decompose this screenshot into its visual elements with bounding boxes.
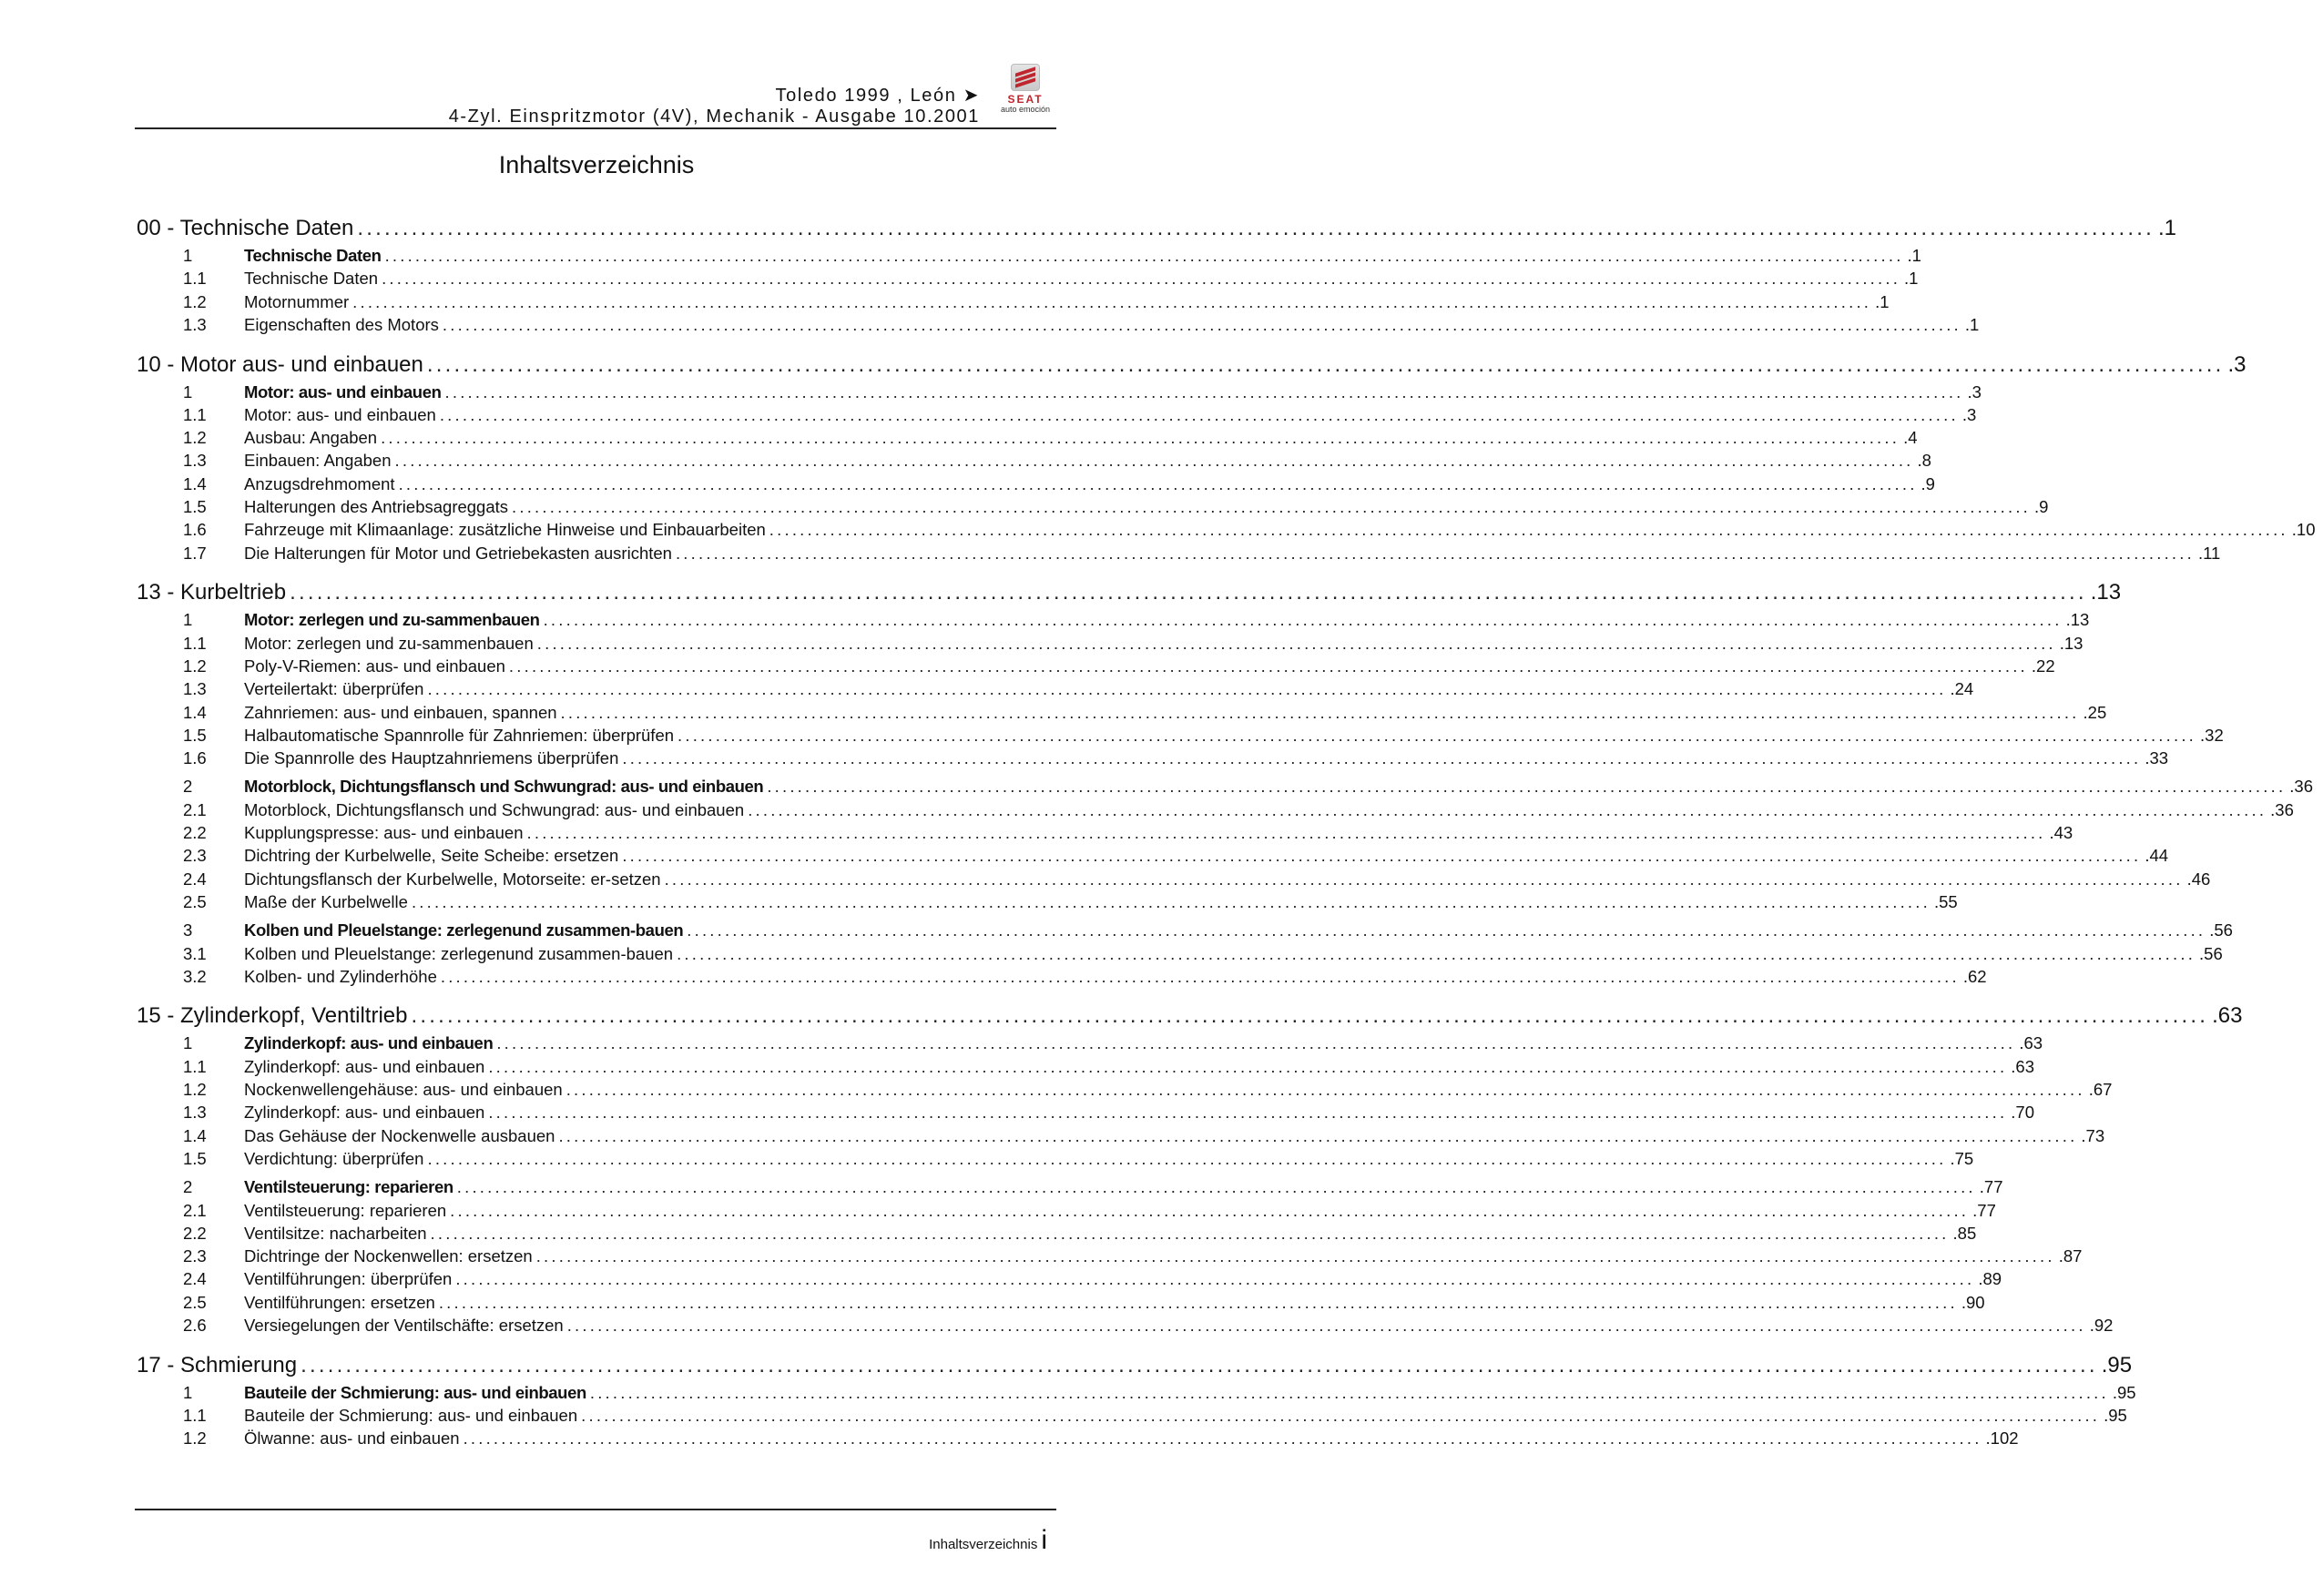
entry-number: 2.1	[183, 799, 207, 819]
entry-page-number: .9	[2034, 497, 2049, 517]
toc-entry[interactable]	[137, 1147, 1974, 1170]
entry-title: Motor: aus- und einbauen	[244, 404, 436, 424]
toc-section-heading[interactable]	[137, 213, 2176, 244]
dot-leader: ........................................................................................................................................................................................................	[622, 846, 2142, 866]
entry-title: Zylinderkopf: aus- und einbauen	[244, 1103, 485, 1123]
entry-number: 2.2	[183, 1223, 207, 1243]
toc-entry[interactable]	[137, 1032, 2043, 1054]
toc-group	[137, 608, 2224, 769]
entry-title: Motorblock, Dichtungsflansch und Schwungrad: aus- und einbauen	[244, 777, 764, 797]
entry-page-number: .77	[1972, 1200, 1996, 1220]
entry-number: 2	[183, 777, 193, 797]
dot-leader: ........................................................................................................................................................................................................	[565, 1080, 2085, 1100]
dot-leader: ........................................................................................................................................................................................................	[678, 725, 2197, 745]
entry-number: 1.4	[183, 473, 207, 493]
toc-section	[137, 1001, 2243, 1337]
dot-leader: ........................................................................................................................................................................................................	[677, 943, 2196, 963]
entry-number: 1	[183, 1033, 193, 1053]
entry-title: Ventilsteuerung: reparieren	[244, 1177, 453, 1197]
entry-title: Ventilführungen: ersetzen	[244, 1292, 435, 1312]
entry-title: Ölwanne: aus- und einbauen	[244, 1428, 460, 1449]
toc-entry[interactable]	[137, 381, 1982, 403]
toc-entry[interactable]	[137, 1222, 1977, 1245]
toc-entry[interactable]	[137, 632, 2084, 655]
toc-entry[interactable]	[137, 821, 2073, 844]
entry-page-number: .24	[1950, 679, 1974, 699]
toc-entry[interactable]	[137, 1078, 2113, 1101]
entry-number: 2.4	[183, 1269, 207, 1289]
dot-leader: ........................................................................................................................................................................................................	[301, 1352, 2098, 1377]
entry-number: 1.2	[183, 1428, 207, 1449]
entry-page-number: .90	[1961, 1292, 1985, 1312]
entry-title: Versiegelungen der Ventilschäfte: ersetzen	[244, 1316, 564, 1336]
dot-leader: ........................................................................................................................................................................................................	[357, 216, 2155, 240]
section-page-number: .1	[2157, 216, 2176, 240]
entry-number: 2.2	[183, 823, 207, 843]
entry-title: Verdichtung: überprüfen	[244, 1148, 424, 1168]
entry-title: Dichtring der Kurbelwelle, Seite Scheibe: ersetzen	[244, 846, 619, 866]
dot-leader: ........................................................................................................................................................................................................	[664, 869, 2184, 889]
toc-group	[137, 1381, 2136, 1450]
entry-title: Kolben- und Zylinderhöhe	[244, 966, 437, 986]
entry-title: Bauteile der Schmierung: aus- und einbauen	[244, 1406, 578, 1426]
entry-number: 1.2	[183, 1080, 207, 1100]
entry-page-number: .1	[1964, 314, 1980, 334]
entry-title: Einbauen: Angaben	[244, 451, 392, 471]
entry-title: Zylinderkopf: aus- und einbauen	[244, 1033, 494, 1053]
entry-number: 1.3	[183, 1103, 207, 1123]
entry-title: Ventilsteuerung: reparieren	[244, 1200, 447, 1220]
entry-number: 1.1	[183, 1406, 207, 1426]
dot-leader: ........................................................................................................................................................................................................	[381, 428, 1900, 448]
entry-number: 1.7	[183, 543, 207, 563]
dot-leader: ........................................................................................................................................................................................................	[384, 246, 1904, 265]
entry-title: Kolben und Pleuelstange: zerlegenund zusammen-bauen	[244, 920, 684, 940]
section-page-number: .63	[2212, 1003, 2243, 1029]
entry-page-number: .73	[2081, 1125, 2105, 1145]
dot-leader: ........................................................................................................................................................................................................	[427, 679, 1947, 699]
toc-entry[interactable]	[137, 313, 1980, 336]
toc-entry[interactable]	[137, 1124, 2105, 1147]
entry-title: Bauteile der Schmierung: aus- und einbauen	[244, 1382, 586, 1402]
entry-title: Motor: zerlegen und zu-sammenbauen	[244, 610, 540, 630]
entry-number: 3	[183, 920, 193, 940]
dot-leader: ........................................................................................................................................................................................................	[426, 351, 2225, 377]
page-title: Inhaltsverzeichnis	[498, 151, 695, 178]
entry-number: 2	[183, 1177, 193, 1197]
entry-title: Das Gehäuse der Nockenwelle ausbauen	[244, 1125, 555, 1145]
entry-number: 1.5	[183, 725, 207, 745]
entry-number: 1.3	[183, 451, 207, 471]
dot-leader: ........................................................................................................................................................................................................	[438, 1292, 1958, 1312]
toc-entry[interactable]	[137, 1199, 1996, 1222]
dot-leader: ........................................................................................................................................................................................................	[543, 610, 2063, 630]
toc-section-heading[interactable]	[137, 1001, 2243, 1032]
entry-title: Ventilführungen: überprüfen	[244, 1269, 453, 1289]
footer-rule	[135, 1509, 1056, 1510]
toc-entry[interactable]	[137, 1291, 1985, 1314]
header-document-title: 4-Zyl. Einspritzmotor (4V), Mechanik - Ausgabe 10.2001	[448, 107, 980, 127]
entry-page-number: .36	[2270, 799, 2294, 819]
entry-title: Fahrzeuge mit Klimaanlage: zusätzliche Hinweise und Einbauarbeiten	[244, 520, 766, 540]
entry-title: Ausbau: Angaben	[244, 428, 378, 448]
entry-number: 1	[183, 381, 193, 402]
dot-leader: ........................................................................................................................................................................................................	[463, 1428, 1982, 1449]
entry-title: Zahnriemen: aus- und einbauen, spannen	[244, 702, 557, 722]
entry-page-number: .43	[2049, 823, 2073, 843]
toc-entry[interactable]	[137, 965, 1987, 988]
entry-page-number: .63	[2019, 1033, 2043, 1053]
entry-title: Verteilertakt: überprüfen	[244, 679, 424, 699]
entry-page-number: .22	[2031, 656, 2055, 676]
entry-title: Dichtungsflansch der Kurbelwelle, Motorseite: er-setzen	[244, 869, 661, 889]
header-rule	[135, 127, 1056, 129]
toc-section	[137, 1350, 2136, 1450]
toc-entry[interactable]	[137, 1267, 2002, 1290]
toc-entry[interactable]	[137, 747, 2169, 769]
entry-page-number: .11	[2197, 543, 2221, 563]
entry-title: Poly-V-Riemen: aus- und einbauen	[244, 656, 505, 676]
entry-number: 1	[183, 246, 193, 265]
entry-number: 2.5	[183, 891, 207, 911]
entry-page-number: .55	[1933, 891, 1958, 911]
footer	[929, 1525, 1047, 1556]
logo-brand: SEAT	[1007, 93, 1044, 106]
dot-leader: ........................................................................................................................................................................................................	[488, 1056, 2008, 1076]
entry-page-number: .56	[2199, 943, 2223, 963]
entry-page-number: .1	[1875, 291, 1890, 311]
entry-page-number: .3	[1967, 381, 1982, 402]
toc-group	[137, 244, 1980, 336]
dot-leader: ........................................................................................................................................................................................................	[427, 1148, 1947, 1168]
seat-logo	[991, 64, 1060, 122]
entry-number: 1.5	[183, 1148, 207, 1168]
toc-section	[137, 350, 2316, 564]
toc-entry[interactable]	[137, 495, 2049, 518]
dot-leader: ........................................................................................................................................................................................................	[536, 633, 2056, 653]
dot-leader: ........................................................................................................................................................................................................	[767, 777, 2287, 797]
dot-leader: ........................................................................................................................................................................................................	[290, 580, 2087, 605]
entry-number: 1.6	[183, 748, 207, 768]
dot-leader: ........................................................................................................................................................................................................	[450, 1200, 1970, 1220]
entry-page-number: .87	[2058, 1246, 2083, 1266]
entry-page-number: .9	[1921, 473, 1935, 493]
section-page-number: .13	[2090, 580, 2122, 605]
dot-leader: ........................................................................................................................................................................................................	[589, 1382, 2109, 1402]
entry-number: 1	[183, 1382, 193, 1402]
dot-leader: ........................................................................................................................................................................................................	[526, 823, 2046, 843]
section-title: 15 - Zylinderkopf, Ventiltrieb	[137, 1003, 408, 1029]
entry-title: Motor: zerlegen und zu-sammenbauen	[244, 633, 534, 653]
entry-page-number: .13	[2059, 633, 2084, 653]
toc-entry[interactable]	[137, 701, 2107, 724]
entry-number: 1.4	[183, 1125, 207, 1145]
entry-page-number: .3	[1961, 404, 1977, 424]
entry-title: Nockenwellengehäuse: aus- und einbauen	[244, 1080, 563, 1100]
toc-entry[interactable]	[137, 267, 1919, 290]
toc-entry[interactable]	[137, 449, 1931, 472]
entry-page-number: .70	[2011, 1103, 2035, 1123]
dot-leader: ........................................................................................................................................................................................................	[352, 291, 1872, 311]
dot-leader: ........................................................................................................................................................................................................	[560, 702, 2080, 722]
entry-page-number: .36	[2289, 777, 2314, 797]
toc-entry[interactable]	[137, 290, 1890, 313]
entry-number: 1.5	[183, 497, 207, 517]
entry-page-number: .56	[2209, 920, 2233, 940]
dot-leader: ........................................................................................................................................................................................................	[398, 473, 1918, 493]
dot-leader: ........................................................................................................................................................................................................	[535, 1246, 2055, 1266]
dot-leader: ........................................................................................................................................................................................................	[394, 451, 1914, 471]
toc-entry[interactable]	[137, 1381, 2136, 1404]
dot-leader: ........................................................................................................................................................................................................	[444, 381, 1964, 402]
toc-entry[interactable]	[137, 1427, 2019, 1449]
toc-group	[137, 1032, 2113, 1170]
entry-page-number: .62	[1962, 966, 1987, 986]
dot-leader: ........................................................................................................................................................................................................	[488, 1103, 2008, 1123]
toc-section-heading[interactable]	[137, 1350, 2133, 1381]
toc-section-heading[interactable]	[137, 577, 2122, 608]
entry-title: Kolben und Pleuelstange: zerlegenund zusammen-bauen	[244, 943, 674, 963]
seat-logo-icon	[1011, 64, 1040, 91]
toc-entry[interactable]	[137, 677, 1974, 700]
entry-page-number: .32	[2200, 725, 2224, 745]
entry-page-number: .95	[2104, 1406, 2127, 1426]
entry-title: Zylinderkopf: aus- und einbauen	[244, 1056, 485, 1076]
toc-group	[137, 381, 2316, 564]
entry-number: 1.2	[183, 656, 207, 676]
toc-group	[137, 775, 2314, 913]
toc-entry[interactable]	[137, 775, 2314, 798]
entry-number: 1.3	[183, 314, 207, 334]
entry-number: 2.3	[183, 846, 207, 866]
toc-entry[interactable]	[137, 608, 2090, 631]
entry-page-number: .85	[1952, 1223, 1977, 1243]
toc-entry[interactable]	[137, 1404, 2127, 1427]
logo-slogan: auto emoción	[1000, 105, 1051, 114]
entry-number: 1.6	[183, 520, 207, 540]
toc-entry[interactable]	[137, 724, 2224, 747]
entry-page-number: .67	[2088, 1080, 2113, 1100]
toc-entry[interactable]	[137, 844, 2169, 867]
header-vehicle-line: Toledo 1999 , León ➤	[775, 86, 980, 106]
dot-leader: ........................................................................................................................................................................................................	[411, 1003, 2209, 1029]
entry-number: 3.1	[183, 943, 207, 963]
entry-title: Technische Daten	[244, 269, 379, 289]
entry-page-number: .1	[1904, 269, 1919, 289]
toc-group	[137, 919, 2233, 988]
dot-leader: ........................................................................................................................................................................................................	[512, 497, 2032, 517]
entry-title: Die Halterungen für Motor und Getriebekasten ausrichten	[244, 543, 672, 563]
dot-leader: ........................................................................................................................................................................................................	[687, 920, 2206, 940]
section-page-number: .95	[2101, 1352, 2133, 1377]
entry-number: 3.2	[183, 966, 207, 986]
entry-page-number: .89	[1978, 1269, 2002, 1289]
toc-group	[137, 1175, 2114, 1337]
toc-entry[interactable]	[137, 1055, 2035, 1078]
entry-title: Motornummer	[244, 291, 350, 311]
section-title: 10 - Motor aus- und einbauen	[137, 351, 423, 377]
entry-title: Halbautomatische Spannrolle für Zahnriemen: überprüfen	[244, 725, 675, 745]
entry-title: Kupplungspresse: aus- und einbauen	[244, 823, 524, 843]
entry-number: 1.2	[183, 291, 207, 311]
entry-number: 1	[183, 610, 193, 630]
entry-number: 2.5	[183, 1292, 207, 1312]
toc-entry[interactable]	[137, 473, 1935, 495]
toc-entry[interactable]	[137, 1314, 2114, 1337]
entry-number: 2.6	[183, 1316, 207, 1336]
entry-page-number: .4	[1903, 428, 1918, 448]
dot-leader: ........................................................................................................................................................................................................	[558, 1125, 2078, 1145]
toc-entry[interactable]	[137, 1101, 2035, 1123]
entry-page-number: .13	[2065, 610, 2090, 630]
entry-number: 1.2	[183, 428, 207, 448]
dot-leader: ........................................................................................................................................................................................................	[411, 891, 1931, 911]
dot-leader: ........................................................................................................................................................................................................	[496, 1033, 2016, 1053]
entry-page-number: .33	[2145, 748, 2169, 768]
dot-leader: ........................................................................................................................................................................................................	[581, 1406, 2101, 1426]
entry-title: Ventilsitze: nacharbeiten	[244, 1223, 427, 1243]
entry-number: 1.1	[183, 404, 207, 424]
toc-entry[interactable]	[137, 919, 2233, 941]
entry-title: Dichtringe der Nockenwellen: ersetzen	[244, 1246, 533, 1266]
entry-page-number: .25	[2083, 702, 2107, 722]
toc-entry[interactable]	[137, 403, 1977, 426]
entry-number: 1.1	[183, 269, 207, 289]
toc-section	[137, 213, 2176, 336]
dot-leader: ........................................................................................................................................................................................................	[382, 269, 1901, 289]
section-title: 17 - Schmierung	[137, 1352, 298, 1377]
entry-number: 1.4	[183, 702, 207, 722]
entry-number: 2.1	[183, 1200, 207, 1220]
dot-leader: ........................................................................................................................................................................................................	[442, 314, 1961, 334]
toc-section-heading[interactable]	[137, 350, 2247, 381]
dot-leader: ........................................................................................................................................................................................................	[439, 404, 1959, 424]
toc-entry[interactable]	[137, 426, 1918, 449]
dot-leader: ........................................................................................................................................................................................................	[566, 1316, 2086, 1336]
entry-page-number: .77	[1979, 1177, 2003, 1197]
toc-entry[interactable]	[137, 542, 2221, 564]
entry-title: Eigenschaften des Motors	[244, 314, 439, 334]
dot-leader: ........................................................................................................................................................................................................	[430, 1223, 1950, 1243]
entry-page-number: .92	[2089, 1316, 2114, 1336]
footer-page-number: i	[1041, 1525, 1047, 1555]
entry-title: Halterungen des Antriebsagreggats	[244, 497, 509, 517]
dot-leader: ........................................................................................................................................................................................................	[748, 799, 2267, 819]
entry-page-number: .95	[2112, 1382, 2136, 1402]
toc-entry[interactable]	[137, 244, 1921, 267]
entry-page-number: .102	[1985, 1428, 2019, 1449]
toc-section	[137, 577, 2314, 988]
entry-number: 2.3	[183, 1246, 207, 1266]
toc-entry[interactable]	[137, 1175, 2003, 1198]
entry-title: Motorblock, Dichtungsflansch und Schwungrad: aus- und einbauen	[244, 799, 745, 819]
footer-label: Inhaltsverzeichnis	[929, 1537, 1038, 1552]
entry-page-number: .75	[1950, 1148, 1974, 1168]
entry-title: Anzugsdrehmoment	[244, 473, 395, 493]
entry-number: 1.1	[183, 1056, 207, 1076]
entry-number: 1.1	[183, 633, 207, 653]
section-title: 00 - Technische Daten	[137, 216, 354, 240]
toc-entry[interactable]	[137, 798, 2294, 821]
entry-title: Motor: aus- und einbauen	[244, 381, 442, 402]
section-page-number: .3	[2227, 351, 2247, 377]
dot-leader: ........................................................................................................................................................................................................	[440, 966, 1960, 986]
entry-page-number: .10	[2291, 520, 2316, 540]
dot-leader: ........................................................................................................................................................................................................	[675, 543, 2195, 563]
entry-page-number: .44	[2145, 846, 2169, 866]
entry-number: 1.3	[183, 679, 207, 699]
entry-title: Technische Daten	[244, 246, 382, 265]
table-of-contents	[137, 213, 2316, 1450]
toc-entry[interactable]	[137, 942, 2223, 965]
dot-leader: ........................................................................................................................................................................................................	[456, 1177, 1976, 1197]
dot-leader: ........................................................................................................................................................................................................	[508, 656, 2028, 676]
entry-page-number: .46	[2186, 869, 2211, 889]
toc-entry[interactable]	[137, 1245, 2083, 1267]
entry-number: 2.4	[183, 869, 207, 889]
section-title: 13 - Kurbeltrieb	[137, 580, 287, 605]
dot-leader: ........................................................................................................................................................................................................	[769, 520, 2288, 540]
toc-entry[interactable]	[137, 890, 1958, 913]
toc-entry[interactable]	[137, 868, 2211, 890]
entry-title: Die Spannrolle des Hauptzahnriemens überprüfen	[244, 748, 619, 768]
entry-title: Maße der Kurbelwelle	[244, 891, 408, 911]
toc-entry[interactable]	[137, 518, 2316, 541]
toc-entry[interactable]	[137, 655, 2055, 677]
entry-page-number: .1	[1907, 246, 1921, 265]
entry-page-number: .63	[2011, 1056, 2035, 1076]
entry-page-number: .8	[1917, 451, 1931, 471]
dot-leader: ........................................................................................................................................................................................................	[455, 1269, 1975, 1289]
dot-leader: ........................................................................................................................................................................................................	[622, 748, 2142, 768]
